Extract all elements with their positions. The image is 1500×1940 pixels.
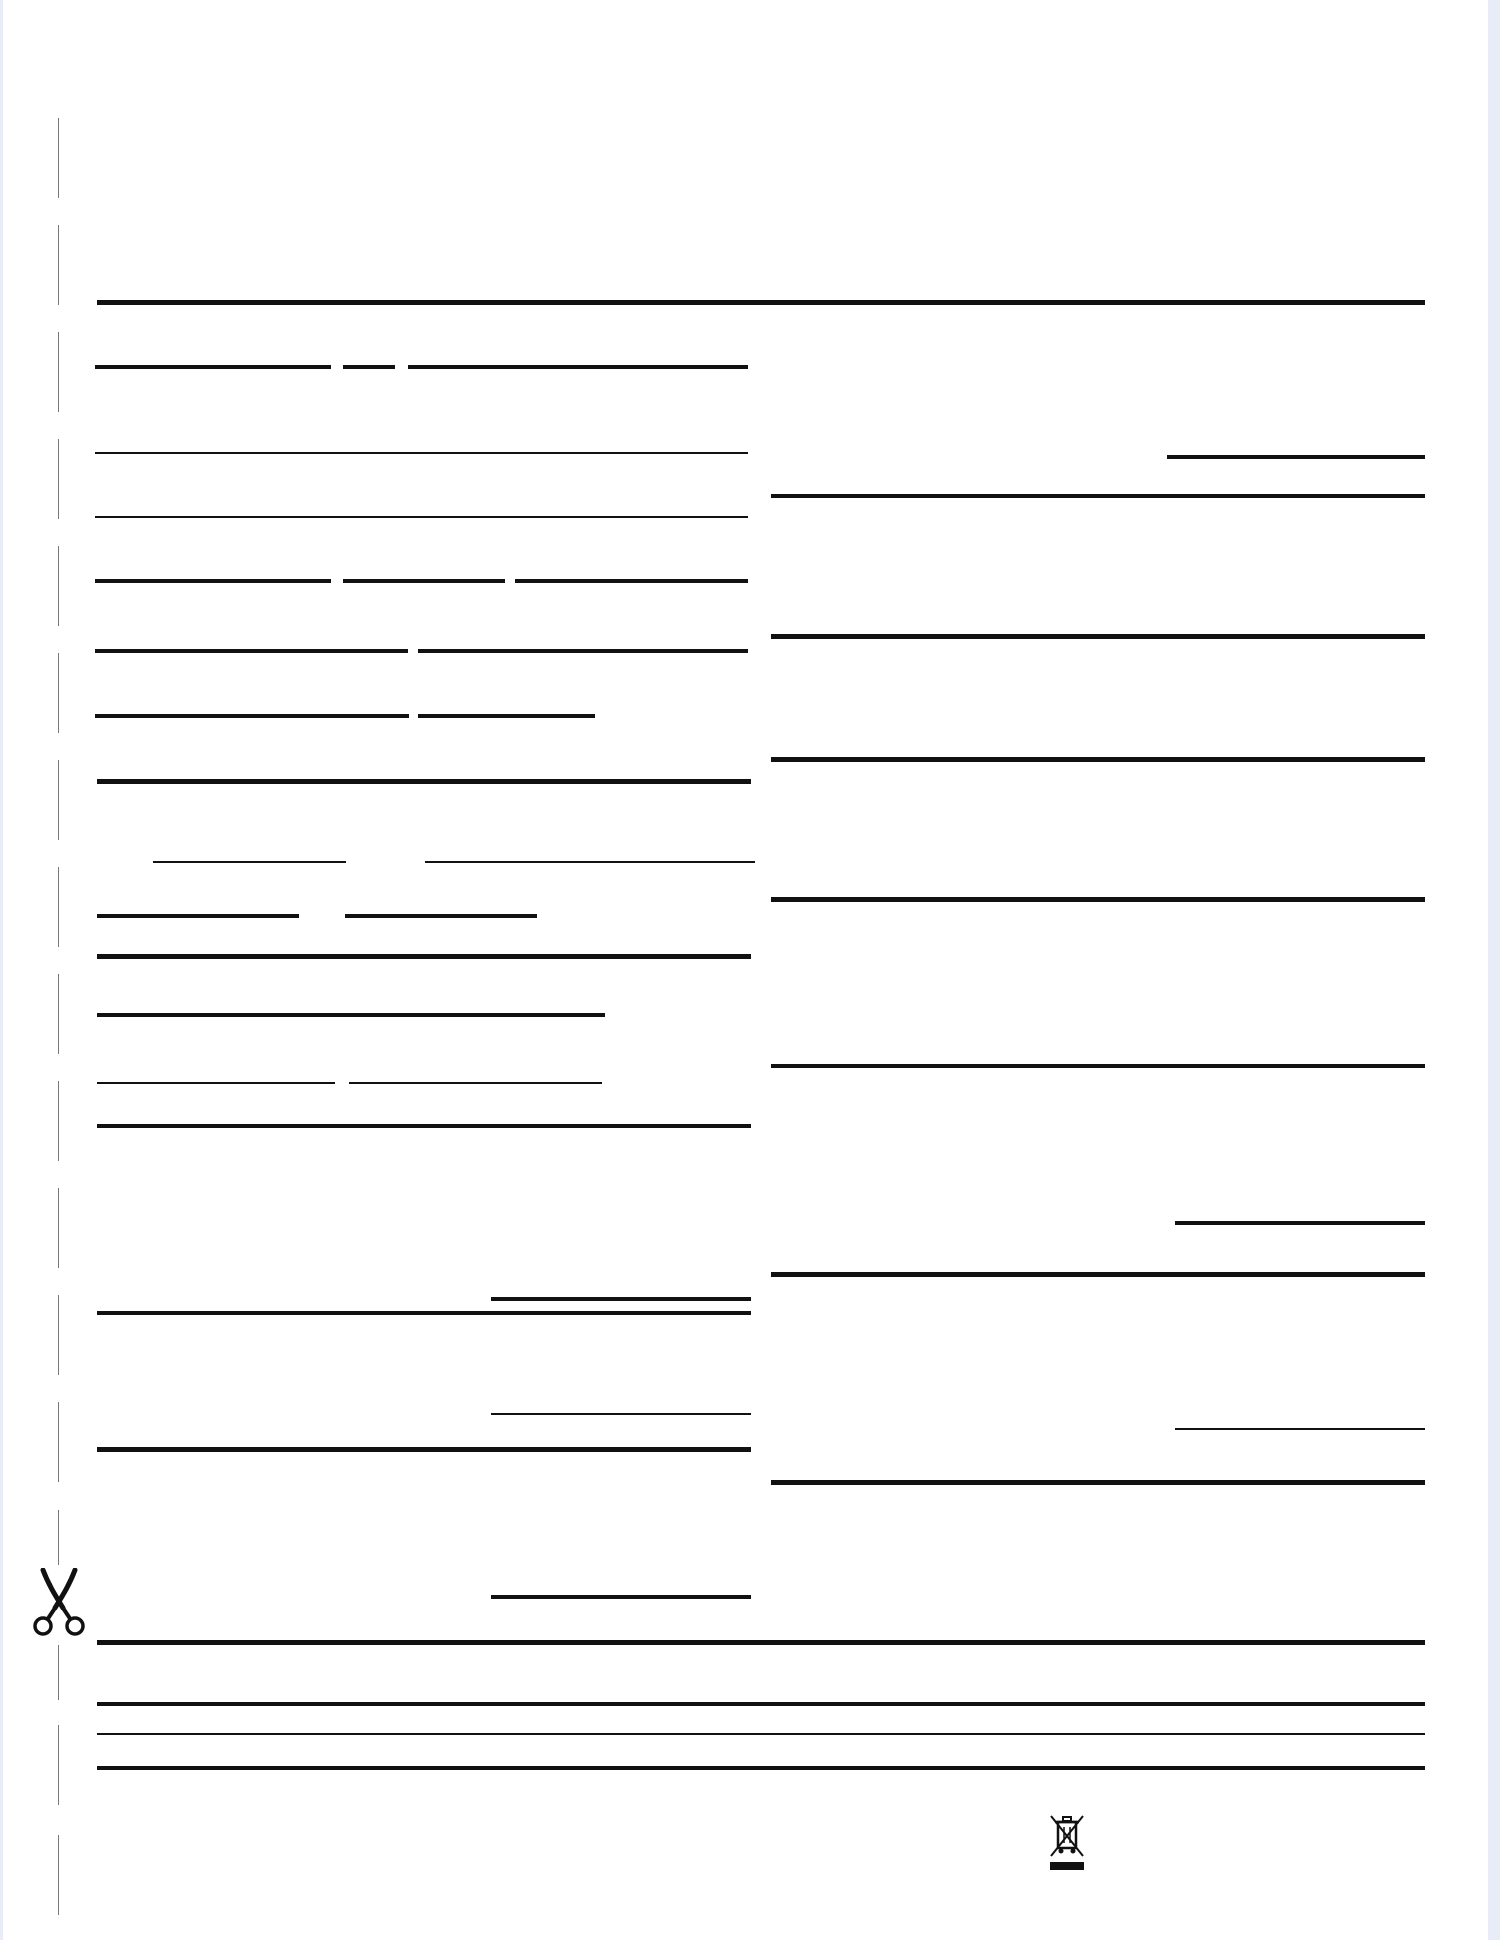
section-divider (771, 1272, 1425, 1277)
top-rule (97, 300, 1425, 305)
section-divider (771, 634, 1425, 639)
fill-line[interactable] (491, 1595, 751, 1599)
bottom-rule (97, 1733, 1425, 1735)
fill-line[interactable] (418, 649, 748, 653)
fill-line[interactable] (343, 579, 505, 583)
section-divider (771, 757, 1425, 762)
section-divider (771, 897, 1425, 902)
fill-line[interactable] (97, 1013, 605, 1017)
fill-line[interactable] (1175, 1221, 1425, 1225)
fill-line[interactable] (345, 914, 537, 918)
fill-line[interactable] (1175, 1428, 1425, 1430)
fill-line[interactable] (97, 1082, 335, 1084)
bottom-rule (97, 1640, 1425, 1645)
section-divider (97, 1311, 751, 1315)
section-divider (97, 954, 751, 959)
fill-line[interactable] (491, 1413, 751, 1415)
section-divider (771, 1064, 1425, 1068)
weee-recycle-bin-icon (1049, 1812, 1085, 1874)
fill-line[interactable] (95, 516, 748, 518)
section-divider (97, 779, 751, 784)
fill-line[interactable] (515, 579, 748, 583)
fill-line[interactable] (95, 452, 748, 454)
section-divider (97, 1447, 751, 1452)
fill-line[interactable] (95, 365, 331, 369)
fill-line[interactable] (408, 365, 748, 369)
fill-line[interactable] (491, 1297, 751, 1301)
fill-line[interactable] (153, 861, 346, 863)
fill-line[interactable] (95, 579, 331, 583)
section-divider (97, 1124, 751, 1128)
fill-line[interactable] (349, 1082, 602, 1084)
bottom-rule (97, 1702, 1425, 1706)
fill-line[interactable] (1167, 455, 1425, 459)
fill-line[interactable] (97, 914, 299, 918)
fill-line[interactable] (425, 861, 755, 863)
fill-line[interactable] (95, 714, 409, 718)
fill-line[interactable] (343, 365, 395, 369)
section-divider (771, 1480, 1425, 1485)
scissors-icon (29, 1568, 89, 1638)
section-divider (771, 494, 1425, 498)
bottom-rule (97, 1766, 1425, 1770)
fill-line[interactable] (418, 714, 595, 718)
fill-line[interactable] (95, 649, 408, 653)
